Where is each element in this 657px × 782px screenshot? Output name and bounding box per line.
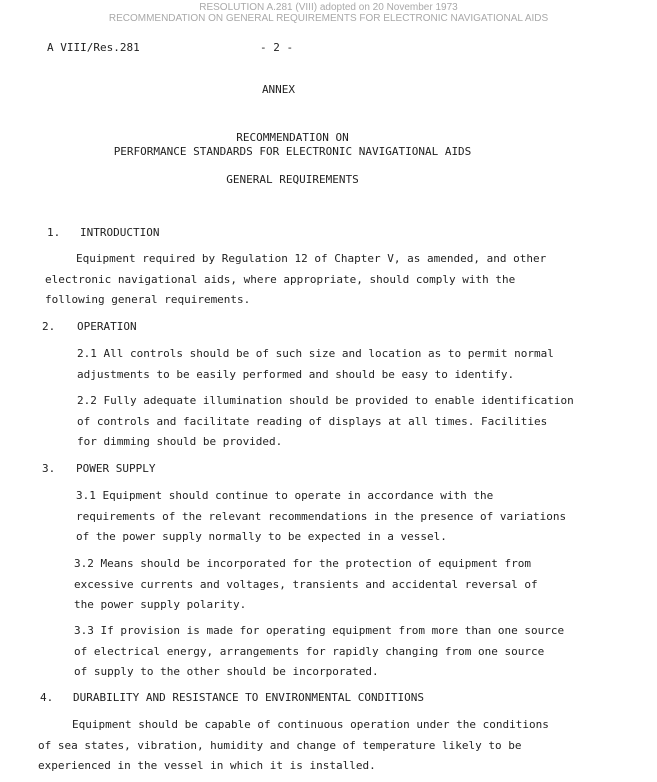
- paragraph-line: excessive currents and voltages, transients and accidental reversal of: [74, 577, 538, 591]
- section-4-number: 4.: [40, 691, 54, 704]
- paragraph-line: for dimming should be provided.: [77, 435, 283, 448]
- section-3-2-paragraph: [74, 554, 538, 616]
- paragraph-line: of the power supply normally to be expected in a vessel.: [76, 530, 447, 543]
- paragraph-line: the power supply polarity.: [74, 598, 247, 611]
- section-1-heading: INTRODUCTION: [80, 226, 160, 239]
- paragraph-line: requirements of the relevant recommendations in the presence of variations: [76, 509, 567, 523]
- paragraph-line: following general requirements.: [45, 293, 251, 306]
- paragraph-line: of supply to the other should be incorporated.: [74, 665, 379, 678]
- paragraph-line: 3.1 Equipment should continue to operate in accordance with the: [76, 489, 494, 502]
- section-2-number: 2.: [42, 320, 56, 333]
- section-2-2-paragraph: [77, 391, 574, 453]
- section-1-paragraph: [45, 249, 546, 311]
- paragraph-line: 2.1 All controls should be of such size and location as to permit normal: [77, 347, 554, 360]
- paragraph-line: Equipment required by Regulation 12 of Chapter V, as amended, and other: [76, 252, 547, 265]
- page-number: - 2 -: [260, 41, 294, 54]
- paragraph-line: 2.2 Fully adequate illumination should be provided to enable identification: [77, 394, 574, 407]
- section-3-1-paragraph: [76, 486, 566, 548]
- paragraph-line: of controls and facilitate reading of displays at all times. Facilities: [77, 414, 548, 428]
- paragraph-line: 3.2 Means should be incorporated for the protection of equipment from: [74, 557, 531, 570]
- paragraph-line: adjustments to be easily performed and should be easy to identify.: [77, 367, 515, 381]
- section-3-heading: POWER SUPPLY: [76, 462, 156, 475]
- paragraph-line: Equipment should be capable of continuous operation under the conditions: [72, 718, 549, 731]
- section-4-heading: DURABILITY AND RESISTANCE TO ENVIRONMENTAL CONDITIONS: [73, 691, 424, 704]
- section-3-3-paragraph: [74, 621, 564, 683]
- section-3-number: 3.: [42, 462, 56, 475]
- header-recommendation-line: RECOMMENDATION ON GENERAL REQUIREMENTS FOR ELECTRONIC NAVIGATIONAL AIDS: [108, 13, 549, 24]
- paragraph-line: of electrical energy, arrangements for rapidly changing from one source: [74, 644, 545, 658]
- recommendation-title-line2: PERFORMANCE STANDARDS FOR ELECTRONIC NAVIGATIONAL AIDS: [113, 145, 472, 158]
- section-2-1-paragraph: [77, 344, 554, 385]
- annex-title: ANNEX: [261, 83, 296, 96]
- paragraph-line: 3.3 If provision is made for operating equipment from more than one source: [74, 624, 565, 637]
- section-1-number: 1.: [47, 226, 61, 239]
- general-requirements-title: GENERAL REQUIREMENTS: [226, 173, 359, 186]
- paragraph-line: of sea states, vibration, humidity and change of temperature likely to be: [38, 738, 522, 752]
- header-resolution-line: RESOLUTION A.281 (VIII) adopted on 20 November 1973: [199, 2, 458, 13]
- section-2-heading: OPERATION: [77, 320, 137, 333]
- paragraph-line: experienced in the vessel in which it is installed.: [38, 759, 376, 772]
- document-reference: A VIII/Res.281: [47, 41, 140, 54]
- paragraph-line: electronic navigational aids, where appropriate, should comply with the: [45, 272, 516, 286]
- section-4-paragraph: [38, 715, 549, 777]
- recommendation-title-line1: RECOMMENDATION ON: [236, 131, 349, 144]
